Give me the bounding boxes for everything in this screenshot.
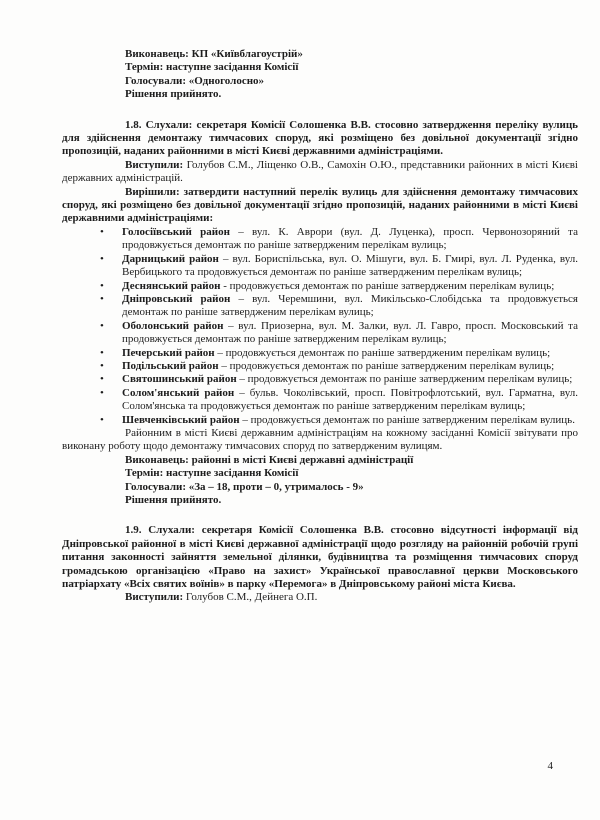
district-details: - продовжується демонтаж по раніше затвердженим перелікам вулиць; (220, 279, 555, 292)
decision-line (62, 88, 578, 101)
district-item-sviatoshynskyi (62, 373, 578, 386)
bullet-icon: • (100, 346, 104, 359)
resolution-block-1-7 (62, 48, 578, 102)
vote-text-1-8: Голосували: «За – 18, проти – 0, утрималось - 9» (125, 480, 364, 493)
district-name: Шевченківський район (122, 413, 240, 426)
bullet-icon: • (100, 225, 104, 238)
document-content (62, 48, 578, 605)
agenda-item-1-9 (62, 524, 578, 604)
district-name: Оболонський район (122, 319, 224, 332)
spoke-text-1-9: Голубов С.М., Дейнега О.П. (183, 591, 318, 604)
district-details: – вул. Черемшини, вул. Микільсько-Слобідська та продовжується демонтаж по раніше затвердженим перелікам вулиць; (122, 292, 578, 319)
district-details: – продовжується демонтаж по раніше затвердженим перелікам вулиць; (218, 359, 555, 372)
district-name: Дарницький район (122, 252, 219, 265)
district-list (62, 226, 578, 427)
heard-paragraph-1-9 (62, 524, 578, 591)
resolved-text-1-8: Вирішили: затвердити наступний перелік вулиць для здійснення демонтажу тимчасових споруд, які розміщено без довільної документації згідно пропозицій, наданих районними в місті Києві державними адміністраціями: (62, 185, 578, 225)
district-details: – продовжується демонтаж по раніше затвердженим перелікам вулиць; (236, 373, 573, 386)
executor-line-1-8 (62, 454, 578, 467)
spoke-text-1-8: Голубов С.М., Ліщенко О.В., Самохін О.Ю., представники районних в місті Києві державних адміністрацій. (62, 158, 578, 185)
district-item-holosiivskyi (62, 226, 578, 253)
agenda-item-1-8 (62, 119, 578, 508)
district-name: Солом'янський район (122, 386, 235, 399)
term-text-1-8: Термін: наступне засідання Комісії (125, 467, 299, 480)
executor-text: Виконавець: КП «Київблагоустрій» (125, 48, 303, 60)
district-details: – продовжується демонтаж по раніше затвердженим перелікам вулиць; (214, 346, 551, 359)
page-number: 4 (547, 760, 553, 772)
district-details: – вул. К. Аврори (вул. Д. Луценка), просп. Червонозоряний та продовжується демонтаж по раніше затвердженим перелікам вулиць; (122, 225, 578, 252)
decision-text: Рішення прийнято. (125, 88, 222, 101)
bullet-icon: • (100, 359, 104, 372)
bullet-icon: • (100, 252, 104, 265)
vote-text: Голосували: «Одноголосно» (125, 74, 265, 87)
district-item-pecherskyi (62, 347, 578, 360)
district-name: Голосіївський район (122, 225, 230, 238)
district-name: Деснянський район (122, 279, 221, 292)
executor-line (62, 48, 578, 61)
resolved-paragraph-1-8 (62, 186, 578, 226)
bullet-icon: • (100, 319, 104, 332)
district-details: – бульв. Чоколівський, просп. Повітрофлотський, вул. Гарматна, вул. Солом'янська та продовжується демонтаж по раніше затвердженим перелікам вулиць; (122, 386, 578, 413)
term-line (62, 61, 578, 74)
district-item-dniprovskyi (62, 293, 578, 320)
spoke-label-1-8: Виступили: (125, 158, 184, 171)
district-item-shevchenkivskyi (62, 414, 578, 427)
district-item-obolonskyi (62, 320, 578, 347)
bullet-icon: • (100, 279, 104, 292)
bullet-icon: • (100, 373, 104, 386)
spoke-paragraph-1-8 (62, 159, 578, 186)
executor-text-1-8: Виконавець: районні в місті Києві державні адміністрації (125, 453, 414, 466)
district-name: Дніпровський район (122, 292, 231, 305)
term-text: Термін: наступне засідання Комісії (125, 61, 299, 74)
district-details: – вул. Бориспільська, вул. О. Мішуги, вул. Б. Гмирі, вул. Л. Руденка, вул. Вербицького та продовжується демонтаж по раніше затвердженим перелікам вулиць; (122, 252, 578, 279)
decision-line-1-8 (62, 494, 578, 507)
bullet-icon: • (100, 386, 104, 399)
district-name: Подільський район (122, 359, 219, 372)
district-item-podilskyi (62, 360, 578, 373)
report-note-text: Районним в місті Києві державним адміністраціям на кожному засіданні Комісії звітувати про виконану роботу щодо демонтажу тимчасових споруд по затвердженим вулицям. (62, 426, 578, 453)
bullet-icon: • (100, 292, 104, 305)
district-details: – продовжується демонтаж по раніше затвердженим перелікам вулиць. (239, 413, 575, 426)
vote-line-1-8 (62, 481, 578, 494)
heard-text-1-9: 1.9. Слухали: секретаря Комісії Солошенка В.В. стосовно відсутності інформації від Дніпровської районної в місті Києві державної адміністрації щодо розгляду на районній робочій групі питання законності зайняття земельної ділянки, будівництва та розміщення тимчасових споруд громадською організацією «Право на захист» Української православної церкви Московського патріархату «Всіх святих воїнів» в парку «Перемога» в Дніпровському районі міста Києва. (62, 524, 578, 591)
report-note-paragraph (62, 427, 578, 454)
district-item-desnianskyi (62, 280, 578, 293)
bullet-icon: • (100, 413, 104, 426)
heard-text-1-8: 1.8. Слухали: секретаря Комісії Солошенка В.В. стосовно затвердження переліку вулиць для здійснення демонтажу тимчасових споруд, які розміщено без довільної документації згідно пропозицій, наданих районними в місті Києві державними адміністраціями. (62, 118, 578, 158)
district-name: Печерський район (122, 346, 215, 359)
spoke-paragraph-1-9 (62, 591, 578, 604)
vote-line (62, 75, 578, 88)
district-name: Святошинський район (122, 373, 237, 386)
district-item-solomianskyi (62, 387, 578, 414)
heard-paragraph-1-8 (62, 119, 578, 159)
district-details: – вул. Приозерна, вул. М. Залки, вул. Л. Гавро, просп. Московський та продовжується демонтаж по раніше затвердженим перелікам вулиць; (122, 319, 578, 346)
term-line-1-8 (62, 467, 578, 480)
spoke-label-1-9: Виступили: (125, 591, 184, 604)
decision-text-1-8: Рішення прийнято. (125, 494, 222, 506)
district-item-darnytskyi (62, 253, 578, 280)
